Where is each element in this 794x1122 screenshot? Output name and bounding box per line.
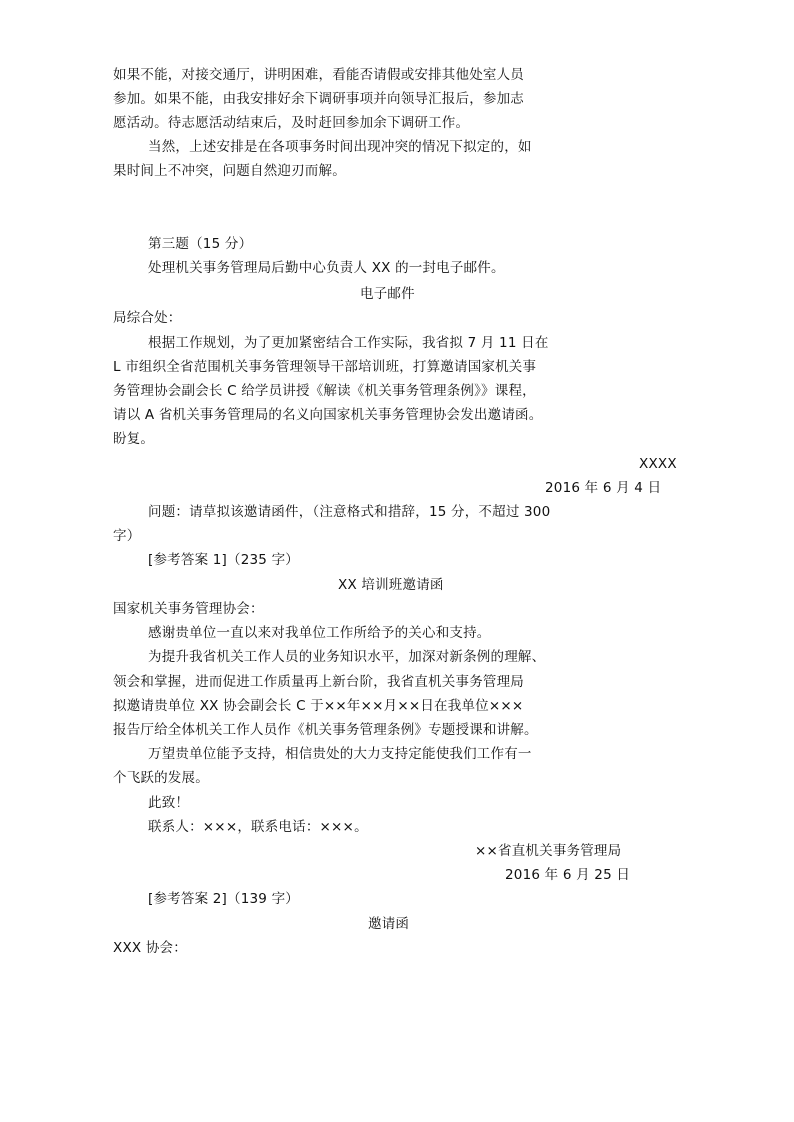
answer-2-title: 邀请函 bbox=[368, 916, 410, 932]
continuation-line-5: 果时间上不冲突，问题自然迎刃而解。 bbox=[113, 163, 346, 179]
continuation-line-3: 愿活动。待志愿活动结束后，及时赶回参加余下调研工作。 bbox=[113, 115, 470, 131]
answer-1-paragraph-3-line-2: 个飞跃的发展。 bbox=[113, 770, 209, 786]
answer-1-paragraph-2-line-1: 为提升我省机关工作人员的业务知识水平，加深对新条例的理解、 bbox=[148, 649, 546, 665]
email-salutation: 局综合处： bbox=[113, 310, 182, 326]
answer-1-salutation: 国家机关事务管理协会： bbox=[113, 601, 264, 617]
answer-1-sender: ××省直机关事务管理局 bbox=[475, 843, 622, 859]
email-date: 2016 年 6 月 4 日 bbox=[545, 480, 662, 496]
answer-1-label: [参考答案 1]（235 字） bbox=[148, 552, 299, 568]
answer-2-label: [参考答案 2]（139 字） bbox=[148, 891, 299, 907]
email-body-line-2: L 市组织全省范围机关事务管理领导干部培训班，打算邀请国家机关事 bbox=[113, 359, 537, 375]
email-body-line-3: 务管理协会副会长 C 给学员讲授《解读《机关事务管理条例》》课程， bbox=[113, 383, 536, 399]
answer-1-paragraph-1: 感谢贵单位一直以来对我单位工作所给予的关心和支持。 bbox=[148, 625, 491, 641]
answer-1-paragraph-2-line-4: 报告厅给全体机关工作人员作《机关事务管理条例》专题授课和讲解。 bbox=[113, 722, 538, 738]
question-heading: 第三题（15 分） bbox=[148, 236, 253, 252]
answer-2-salutation: XXX 协会： bbox=[113, 940, 187, 956]
answer-1-paragraph-2-line-2: 领会和掌握，进而促进工作质量再上新台阶，我省直机关事务管理局 bbox=[113, 674, 524, 690]
question-intro: 处理机关事务管理局后勤中心负责人 XX 的一封电子邮件。 bbox=[148, 260, 505, 276]
task-line-2: 字） bbox=[113, 528, 141, 544]
email-body-line-1: 根据工作规划，为了更加紧密结合工作实际，我省拟 7 月 11 日在 bbox=[148, 335, 549, 351]
answer-1-closing: 此致！ bbox=[148, 795, 190, 811]
answer-1-contact: 联系人：×××，联系电话：×××。 bbox=[148, 819, 368, 835]
continuation-line-1: 如果不能，对接交通厅，讲明困难，看能否请假或安排其他处室人员 bbox=[113, 67, 524, 83]
answer-1-paragraph-2-line-3: 拟邀请贵单位 XX 协会副会长 C 于××年××月××日在我单位××× bbox=[113, 698, 524, 714]
continuation-line-4: 当然，上述安排是在各项事务时间出现冲突的情况下拟定的，如 bbox=[148, 139, 532, 155]
email-title: 电子邮件 bbox=[360, 286, 415, 302]
email-body-line-4: 请以 A 省机关事务管理局的名义向国家机关事务管理协会发出邀请函。 bbox=[113, 407, 543, 423]
answer-1-date: 2016 年 6 月 25 日 bbox=[505, 867, 631, 883]
answer-1-title: XX 培训班邀请函 bbox=[338, 577, 444, 593]
task-line-1: 问题：请草拟该邀请函件，（注意格式和措辞，15 分，不超过 300 bbox=[148, 504, 551, 520]
continuation-line-2: 参加。如果不能，由我安排好余下调研事项并向领导汇报后，参加志 bbox=[113, 91, 524, 107]
email-body-line-5: 盼复。 bbox=[113, 431, 155, 447]
answer-1-paragraph-3-line-1: 万望贵单位能予支持，相信贵处的大力支持定能使我们工作有一 bbox=[148, 746, 532, 762]
email-signer: XXXX bbox=[639, 456, 677, 472]
